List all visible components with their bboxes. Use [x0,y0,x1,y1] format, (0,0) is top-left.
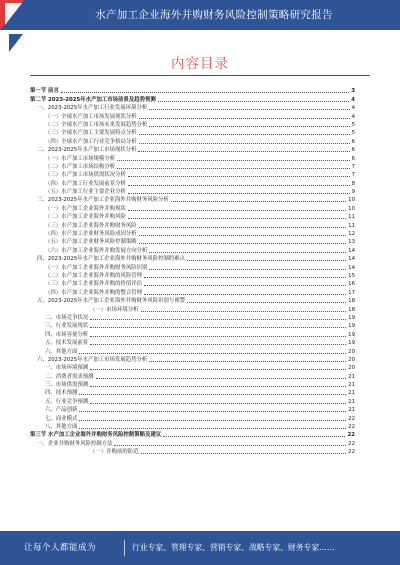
toc-entry-title: （四）全球水产加工行业竞争格局分析 [45,138,137,145]
toc-entry[interactable] [30,187,355,195]
toc-entry-title: （四）水产加工行业发展前景分析 [45,180,126,187]
toc-entry-title: （五）水产加工企业财务风险控制策略 [45,239,137,246]
toc-entry-page: 20 [348,356,355,363]
toc-entry-title: 一、企业并购财务风险控制方法 [37,440,113,447]
toc-dot-leader [79,411,346,412]
toc-dot-leader [90,336,346,337]
toc-entry[interactable] [30,304,355,312]
toc-entry-title: （一）并购前的防范 [90,449,139,456]
toc-entry-title: 三、市场供需预测 [45,382,89,389]
toc-entry-page: 7 [351,172,355,179]
toc-entry-page: 18 [348,298,355,305]
bottom-banner [0,531,400,565]
heading-divider [30,75,370,76]
toc-entry[interactable] [30,363,355,371]
toc-entry-title: 四、2023-2025年水产加工企业海外并购财务风险控制的难点 [37,256,185,263]
toc-entry-page: 10 [348,205,355,212]
toc-entry-page: 4 [351,105,355,112]
toc-entry-title: 第二节 2023-2025年水产加工市场前景及趋势预测 [30,96,156,103]
toc-entry-page: 21 [348,373,355,380]
toc-entry[interactable] [30,212,355,220]
toc-entry-page: 11 [348,214,355,221]
toc-entry-page: 14 [348,247,355,254]
toc-entry[interactable] [30,438,355,446]
toc-entry-page: 18 [348,306,355,313]
toc-dot-leader [141,311,347,312]
corner-logo-mark [0,0,24,30]
toc-entry-title: 第一节 前言 [30,88,59,95]
toc-entry-page: 14 [348,264,355,271]
toc-entry-title: （三）水产加工企业海外并购的价值评估 [45,281,143,288]
toc-entry-title: 六、其他方面 [45,348,78,355]
toc-entry-title: 第三节 水产加工企业海外并购财务风险控制策略及建议 [30,432,162,439]
toc-entry-page: 13 [348,239,355,246]
toc-entry-title: 五、2023-2025年水产加工企业海外并购财务风险识别与预警 [37,298,185,305]
toc-entry-title: （三）水产加工市场供需状况分析 [45,172,126,179]
toc-entry[interactable] [30,296,355,304]
toc-dot-leader [128,218,346,219]
toc-entry[interactable] [30,405,355,413]
toc-dot-leader [139,235,346,236]
toc-dot-leader [149,126,349,127]
toc-entry-page: 3 [351,88,355,95]
toc-entry-page: 7 [351,163,355,170]
toc-entry-title: 四、市场容量分析 [45,331,89,338]
toc-entry[interactable] [30,220,355,228]
toc-entry-title: 八、其他方面 [45,424,78,431]
toc-entry[interactable] [30,329,355,337]
toc-entry-title: 五、行业竞争预测 [45,398,89,405]
toc-entry[interactable] [30,128,355,136]
toc-entry-title: （二）水产加工企业海外并购风险 [45,214,126,221]
toc-entry-title: 二、市场竞争状况 [45,314,89,321]
toc-entry-title: 一、2023-2025年水产加工行业发展环境分析 [37,105,148,112]
toc-entry-page: 19 [348,323,355,330]
toc-entry-page: 20 [348,348,355,355]
toc-entry-page: 20 [348,365,355,372]
toc-entry[interactable] [30,430,355,438]
toc-entry[interactable] [30,271,355,279]
toc-dot-leader [128,185,350,186]
toc-entry[interactable] [30,338,355,346]
toc-entry[interactable] [30,355,355,363]
toc-dot-leader [90,319,346,320]
toc-entry[interactable] [30,262,355,270]
toc-entry-title: 二、消费者需求预测 [45,373,94,380]
toc-entry-page: 21 [348,398,355,405]
toc-entry[interactable] [30,422,355,430]
toc-entry[interactable] [30,153,355,161]
toc-entry[interactable] [30,245,355,253]
toc-entry-title: （一）全球水产加工市场发展现状分析 [45,113,137,120]
toc-dot-leader [90,327,346,328]
toc-entry-page: 12 [348,231,355,238]
toc-entry-title: （三）全球水产加工主要发展特点分析 [45,130,137,137]
toc-entry-page: 4 [351,113,355,120]
toc-dot-leader [139,227,346,228]
toc-dot-leader [171,201,346,202]
toc-entry-title: 六、2023-2025年水产加工市场发展趋势分析 [37,356,148,363]
toc-entry-title: 三、2023-2025年水产加工企业海外并购财务风险分析 [37,197,169,204]
toc-entry-page: 15 [348,272,355,279]
top-banner [0,0,400,30]
toc-dot-leader [96,378,347,379]
toc-entry[interactable] [30,229,355,237]
toc-entry-page: 8 [351,180,355,187]
toc-entry[interactable] [30,313,355,321]
toc-dot-leader [128,193,350,194]
report-title: 水产加工企业海外并购财务风险控制策略研究报告 [95,9,333,21]
toc-entry[interactable] [30,254,355,262]
toc-entry[interactable] [30,371,355,379]
toc-dot-leader [139,243,346,244]
toc-entry-title: （二）水产加工市场结构分析 [45,163,116,170]
toc-entry[interactable] [30,380,355,388]
toc-dot-leader [149,269,346,270]
toc-dot-leader [128,210,346,211]
toc-dot-leader [141,453,347,454]
toc-entry-page: 6 [351,138,355,145]
toc-entry[interactable] [30,321,355,329]
toc-dot-leader [139,118,350,119]
toc-entry-title: 三、行业发展现状 [45,323,89,330]
toc-dot-leader [149,252,346,253]
toc-entry[interactable] [30,111,355,119]
toc-entry-page: 22 [348,415,355,422]
toc-entry-page: 19 [348,331,355,338]
toc-entry-page: 14 [348,256,355,263]
toc-entry-title: 六、产品创新 [45,407,78,414]
toc-entry-page: 9 [351,189,355,196]
toc-dot-leader [138,151,349,152]
toc-entry-title: （四）水产加工企业财务风险成因分析 [45,231,137,238]
toc-entry-page: 5 [351,130,355,137]
toc-dot-leader [149,109,349,110]
toc-entry[interactable] [30,447,355,455]
toc-dot-leader [61,92,349,93]
toc-dot-leader [114,445,346,446]
toc-dot-leader [90,344,346,345]
toc-entry-page: 22 [348,449,355,456]
toc-entry[interactable] [30,203,355,211]
toc-dot-leader [117,168,349,169]
toc-dot-leader [79,420,346,421]
toc-dot-leader [79,428,346,429]
toc-dot-leader [90,386,346,387]
toc-dot-leader [90,403,346,404]
toc-entry-page: 6 [351,147,355,154]
toc-entry-page: 17 [348,289,355,296]
toc-dot-leader [139,134,350,135]
toc-entry-page: 16 [348,281,355,288]
toc-entry[interactable] [30,287,355,295]
toc-entry-title: （一）水产加工企业海外并购现状 [45,205,126,212]
toc-entry-title: （一）水产加工企业海外并购财务风险识别 [45,264,148,271]
toc-entry-page: 21 [348,382,355,389]
toc-entry-page: 6 [351,155,355,162]
toc-entry-title: 一、市场环境预测 [45,365,89,372]
toc-entry-page: 22 [347,432,355,439]
toc-entry-page: 22 [348,440,355,447]
toc-dot-leader [144,285,346,286]
toc-dot-leader [79,394,346,395]
toc-dot-leader [187,260,346,261]
toc-entry-page: 11 [348,222,355,229]
toc-entry[interactable] [30,388,355,396]
toc-heading: 内容目录 [171,56,229,72]
toc-entry-title: （三）水产加工企业海外并购财务风险 [45,222,137,229]
toc-entry-title: 二、2023-2025年水产加工市场现状分析 [37,147,137,154]
toc-entry-title: （六）水产加工企业海外并购发展方向分析 [45,247,148,254]
toc-entry-title: （四）水产加工企业海外并购的整合管理 [45,289,143,296]
toc-entry[interactable] [30,279,355,287]
toc-entry-title: （一）市场环境分析 [90,306,139,313]
toc-dot-leader [144,277,346,278]
toc-dot-leader [117,160,349,161]
toc-entry-page: 21 [348,390,355,397]
toc-entry-page: 19 [348,340,355,347]
footer-divider [124,540,125,556]
toc-entry-title: 四、技术预测 [45,390,78,397]
toc-entry-page: 19 [348,314,355,321]
toc-entry-page: 5 [351,121,355,128]
footer-slogan: 让每个人都能成为 [23,543,96,553]
toc-entry[interactable] [30,346,355,354]
toc-entry[interactable] [30,413,355,421]
toc-entry[interactable] [30,170,355,178]
toc-entry-title: 五、技术发展前景 [45,340,89,347]
toc-entry[interactable] [30,195,355,203]
toc-entry[interactable] [30,120,355,128]
toc-entry[interactable] [30,94,355,102]
toc-entry[interactable] [30,396,355,404]
toc-dot-leader [90,369,346,370]
toc-entry[interactable] [30,136,355,144]
toc-entry-page: 10 [348,197,355,204]
toc-entry-page: 4 [351,96,355,103]
toc-entry-page: 22 [348,424,355,431]
toc-dot-leader [163,436,345,437]
toc-entry-title: 七、商业模式 [45,415,78,422]
toc-entry-title: （二）全球水产加工市场未来发展趋势分析 [45,121,148,128]
toc-entry-title: （二）水产加工企业海外并购的风险管理 [45,272,143,279]
toc-entry-title: （一）水产加工市场规模分析 [45,155,116,162]
toc-entry[interactable] [30,237,355,245]
toc-dot-leader [144,294,346,295]
toc-entry[interactable] [30,103,355,111]
toc-dot-leader [187,302,346,303]
footer-tagline: 行业专家、管理专家、营销专家、战略专家、财务专家…… [132,543,335,552]
toc-dot-leader [128,176,350,177]
toc-dot-leader [139,143,350,144]
toc-dot-leader [79,353,346,354]
toc-entry-title: （五）水产加工行业主要企业分析 [45,189,126,196]
toc-dot-leader [149,361,346,362]
toc-entry[interactable] [30,162,355,170]
toc-entry[interactable] [30,86,355,94]
toc-dot-leader [158,101,349,102]
toc-entry[interactable] [30,178,355,186]
toc-entry[interactable] [30,145,355,153]
toc-entry-page: 21 [348,407,355,414]
table-of-contents [30,86,355,455]
